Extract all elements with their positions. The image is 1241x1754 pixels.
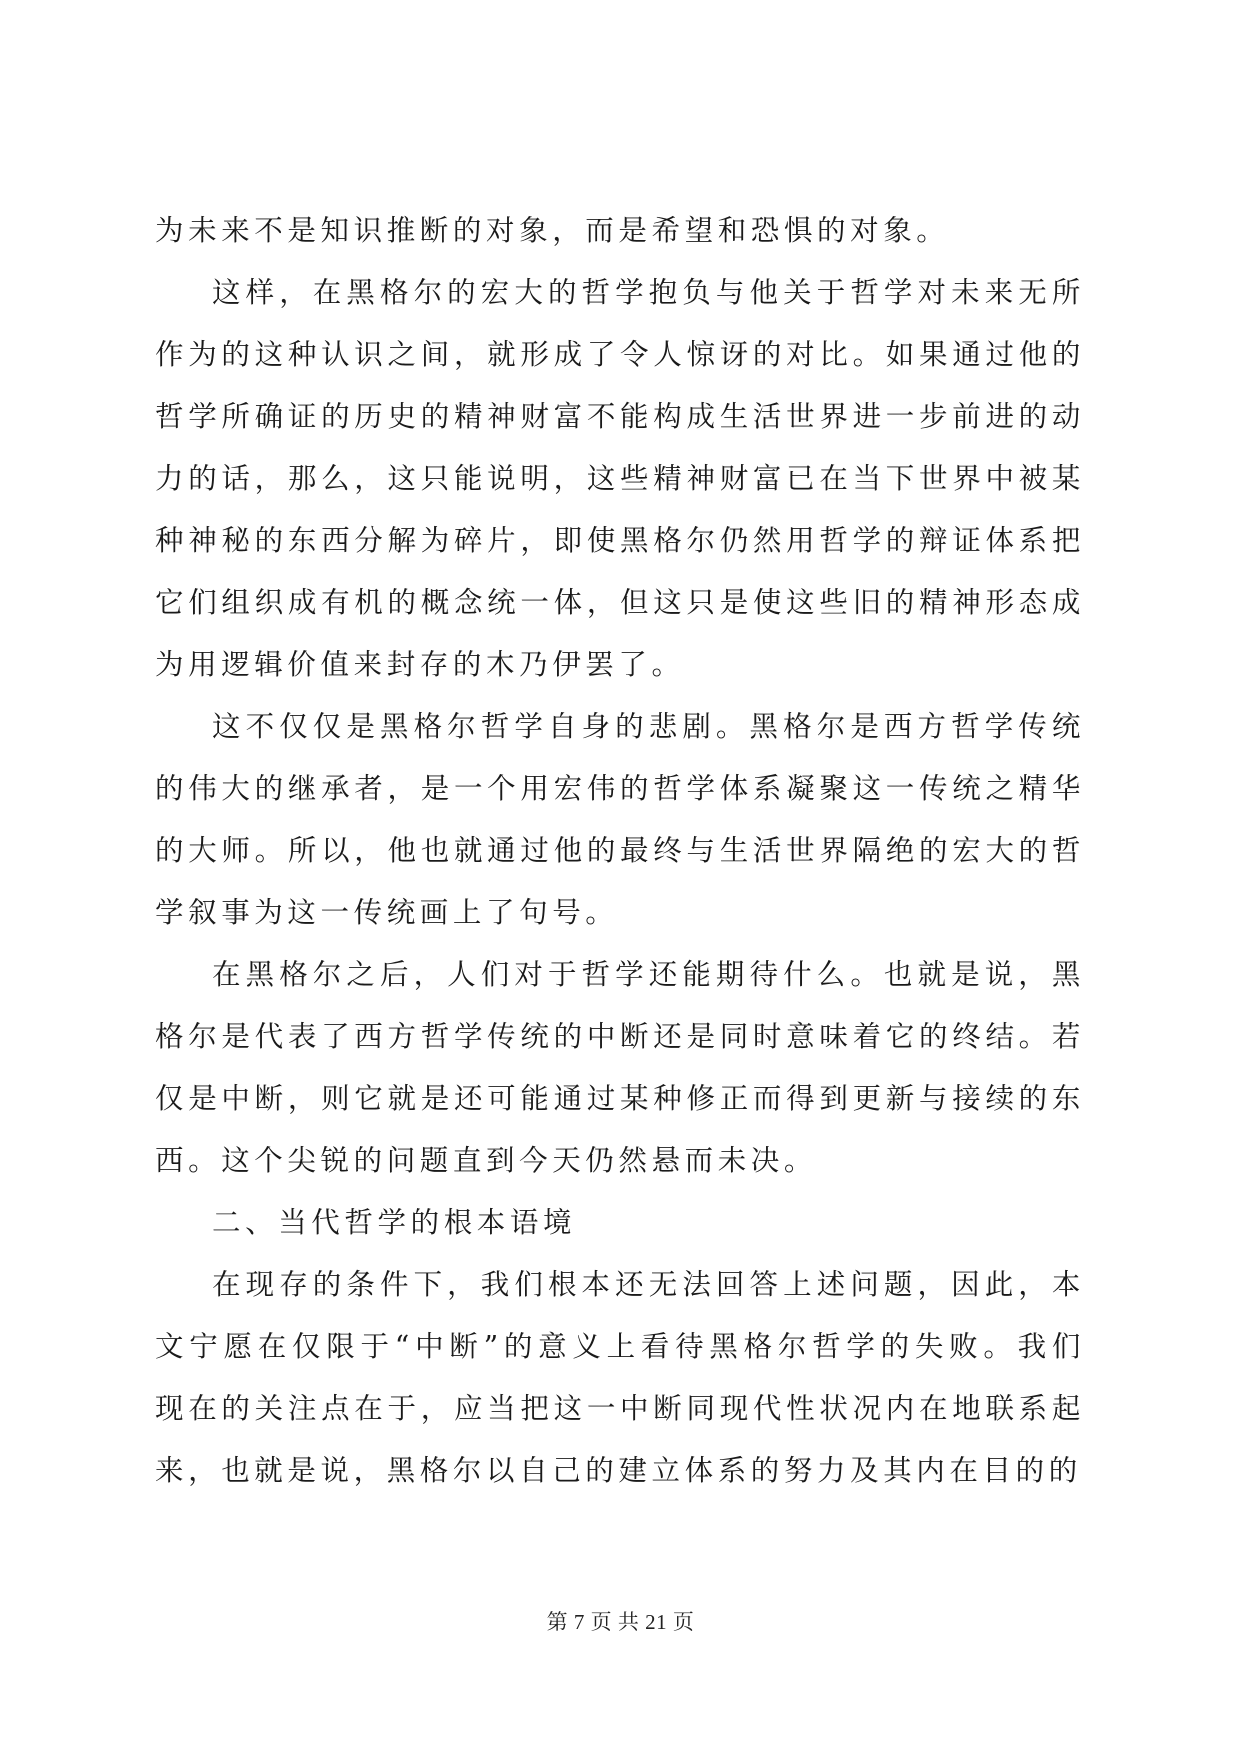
section-heading: 二、当代哲学的根本语境 (212, 1206, 577, 1239)
page-number-footer: 第 7 页 共 21 页 (546, 1610, 695, 1634)
document-body (155, 200, 1085, 1502)
paragraph: 在现存的条件下，我们根本还无法回答上述问题，因此，本文宁愿在仅限于“中断”的意义上看待黑格尔哲学的失败。我们现在的关注点在于，应当把这一中断同现代性状况内在地联系起来，也就是说，黑格尔以自己的建立体系的努力及其内在目的的 (155, 1268, 1085, 1487)
paragraph: 这不仅仅是黑格尔哲学自身的悲剧。黑格尔是西方哲学传统的伟大的继承者，是一个用宏伟的哲学体系凝聚这一传统之精华的大师。所以，他也就通过他的最终与生活世界隔绝的宏大的哲学叙事为这一传统画上了句号。 (155, 710, 1085, 929)
paragraph: 这样，在黑格尔的宏大的哲学抱负与他关于哲学对未来无所作为的这种认识之间，就形成了令人惊讶的对比。如果通过他的哲学所确证的历史的精神财富不能构成生活世界进一步前进的动力的话，那么，这只能说明，这些精神财富已在当下世界中被某种神秘的东西分解为碎片，即使黑格尔仍然用哲学的辩证体系把它们组织成有机的概念统一体，但这只是使这些旧的精神形态成为用逻辑价值来封存的木乃伊罢了。 (155, 276, 1085, 681)
paragraph-continuation: 为未来不是知识推断的对象，而是希望和恐惧的对象。 (155, 214, 950, 247)
paragraph: 在黑格尔之后，人们对于哲学还能期待什么。也就是说，黑格尔是代表了西方哲学传统的中断还是同时意味着它的终结。若仅是中断，则它就是还可能通过某种修正而得到更新与接续的东西。这个尖锐的问题直到今天仍然悬而未决。 (155, 958, 1085, 1177)
